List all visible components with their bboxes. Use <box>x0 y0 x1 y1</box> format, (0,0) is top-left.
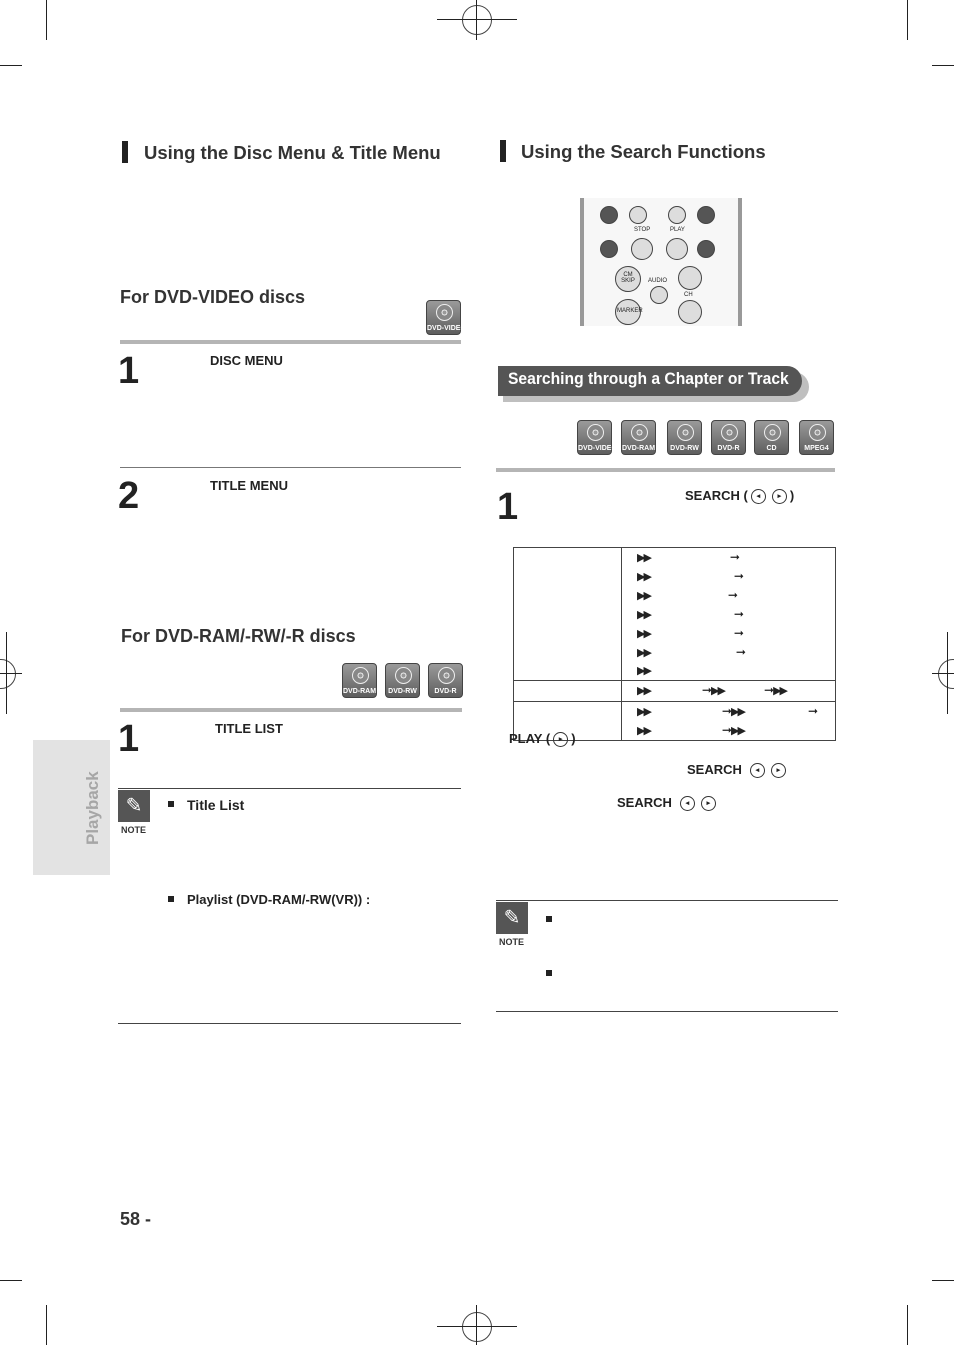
search-speed-table: ▶▶ ➞ ▶▶ ➞ ▶▶ ➞ ▶▶ ➞ ▶▶ ➞ ▶▶ ➞ ▶▶ ▶▶ ➞ ▶▶ ➞ ▶▶ ▶▶ ➞ ▶▶ ➞ ▶▶ ➞ ▶▶ <box>513 547 836 741</box>
registration-mark <box>938 659 954 689</box>
play-pause-button-icon <box>666 238 688 260</box>
crop-mark <box>907 0 908 40</box>
skip-back-button-icon <box>600 206 618 224</box>
search-forward-icon: ▸ <box>772 489 787 504</box>
search-back-icon: ◂ <box>751 489 766 504</box>
crop-mark <box>0 65 22 66</box>
play-key: PLAY ( ▸ ) <box>509 731 576 746</box>
bullet <box>168 896 174 902</box>
note-top-rule <box>496 900 838 901</box>
registration-line <box>476 0 477 40</box>
audio-button-icon <box>650 286 668 304</box>
step-forward-button-icon <box>668 206 686 224</box>
dvd-r-icon: DVD-R <box>711 420 746 455</box>
channel-down-icon <box>678 300 702 324</box>
crop-mark <box>0 1280 22 1281</box>
search-key: SEARCH ◂ ▸ <box>687 762 789 778</box>
dvd-r-icon: DVD-R <box>428 663 463 698</box>
registration-line <box>476 1305 477 1345</box>
step-number: 1 <box>118 718 140 760</box>
section-bar <box>122 141 128 163</box>
crop-mark <box>907 1305 908 1345</box>
mpeg4-icon: MPEG4 <box>799 420 834 455</box>
dvd-ram-icon: DVD-RAM <box>342 663 377 698</box>
section-title: Using the Search Functions <box>521 141 766 162</box>
divider <box>496 468 835 472</box>
divider <box>120 340 461 344</box>
dvd-video-icon: DVD-VIDEO <box>426 300 461 335</box>
divider <box>120 467 461 468</box>
search-key: SEARCH ( ◂ ▸ ) <box>685 488 795 503</box>
note-item-title-list: Title List <box>187 797 245 813</box>
bullet <box>168 801 174 807</box>
step-back-button-icon <box>629 206 647 224</box>
bullet <box>546 916 552 922</box>
dvd-rw-icon: DVD-RW <box>667 420 702 455</box>
section-title: Using the Disc Menu & Title Menu <box>144 142 441 163</box>
registration-mark <box>0 659 16 689</box>
note-icon: ✎ <box>118 790 150 822</box>
step-number: 1 <box>497 486 519 528</box>
cd-icon: CD <box>754 420 789 455</box>
page-number: 58 - <box>120 1209 152 1229</box>
note-bottom-rule <box>496 1011 838 1012</box>
rewind-button-icon <box>600 240 618 258</box>
search-back-icon: ◂ <box>680 796 695 811</box>
note-label: NOTE <box>499 937 525 947</box>
play-icon: ▸ <box>553 732 568 747</box>
remote-control-image: STOP PLAY CM SKIP AUDIO CH MARKER <box>580 198 742 326</box>
dvd-ram-icon: DVD-RAM <box>621 420 656 455</box>
crop-mark <box>46 1305 47 1345</box>
skip-forward-button-icon <box>697 206 715 224</box>
stop-button-icon <box>631 238 653 260</box>
registration-line <box>437 1326 517 1327</box>
title-menu-key: TITLE MENU <box>210 478 288 493</box>
sidebar-tab-label: Playback <box>83 771 102 845</box>
note-bottom-rule <box>118 1023 461 1024</box>
dvd-video-icon: DVD-VIDEO <box>577 420 612 455</box>
banner-title: Searching through a Chapter or Track <box>508 369 789 388</box>
title-list-key: TITLE LIST <box>215 721 283 736</box>
registration-mark <box>462 1312 492 1342</box>
registration-mark <box>462 5 492 35</box>
registration-line <box>0 673 22 674</box>
step-number: 1 <box>118 350 140 392</box>
search-key: SEARCH ◂ ▸ <box>617 795 719 811</box>
channel-up-icon <box>678 266 702 290</box>
search-forward-icon: ▸ <box>701 796 716 811</box>
registration-line <box>437 19 517 20</box>
dvd-video-heading: For DVD-VIDEO discs <box>120 287 306 307</box>
fast-forward-button-icon <box>697 240 715 258</box>
crop-mark <box>932 1280 954 1281</box>
step-number: 2 <box>118 475 140 517</box>
search-back-icon: ◂ <box>750 763 765 778</box>
bullet <box>546 970 552 976</box>
crop-mark <box>46 0 47 40</box>
search-forward-icon: ▸ <box>771 763 786 778</box>
registration-line <box>932 673 954 674</box>
crop-mark <box>932 65 954 66</box>
disc-menu-key: DISC MENU <box>210 353 283 368</box>
note-label: NOTE <box>121 825 147 835</box>
note-icon: ✎ <box>496 902 528 934</box>
section-bar <box>500 140 506 162</box>
note-top-rule <box>118 788 461 789</box>
dvd-rw-icon: DVD-RW <box>385 663 420 698</box>
divider <box>120 708 462 712</box>
note-item-playlist: Playlist (DVD-RAM/-RW(VR)) : <box>187 892 371 907</box>
dvd-ram-heading: For DVD-RAM/-RW/-R discs <box>121 626 356 646</box>
